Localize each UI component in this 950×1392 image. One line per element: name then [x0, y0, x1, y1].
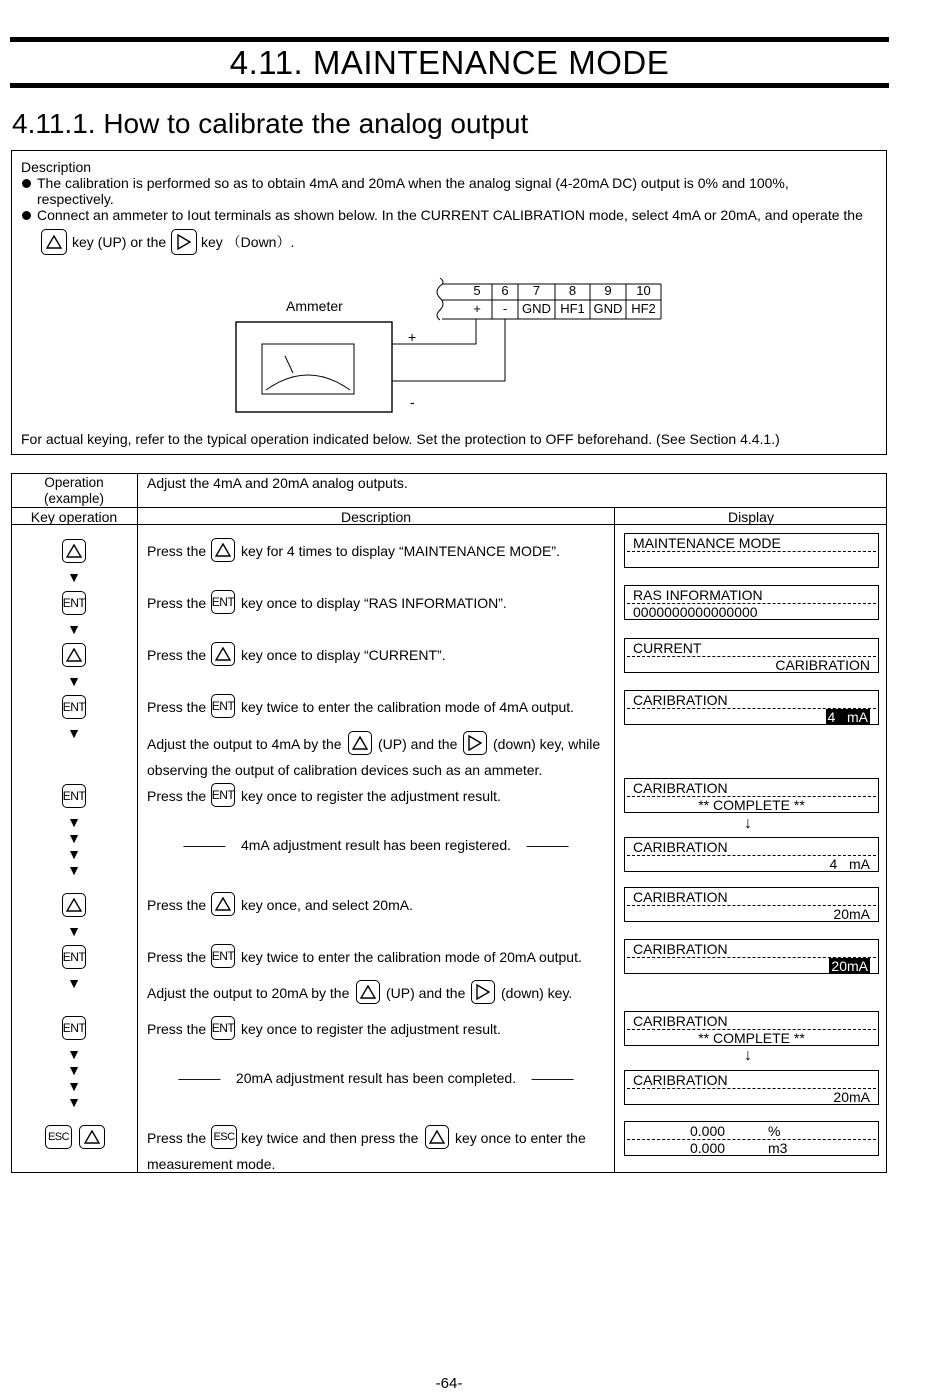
step1-pre: Press the [147, 543, 207, 559]
step-arrow-icon: ▼ [67, 846, 81, 862]
display-ras-information [624, 585, 879, 620]
display-line1: CARIBRATION [633, 889, 728, 905]
operation-text: Adjust the 4mA and 20mA analog outputs. [147, 475, 408, 491]
display-line1: MAINTENANCE MODE [633, 535, 781, 551]
description-footer: For actual keying, refer to the typical operation indicated below. Set the protection to OFF beforehand. (See Section 4.4.1.) [21, 431, 780, 447]
step2-text: key once to display “RAS INFORMATION”. [241, 595, 507, 611]
display-unit1: % [768, 1123, 781, 1139]
terminal-number: 5 [473, 283, 481, 298]
terminal-name: + [473, 301, 481, 316]
step11-text: key once to register the adjustment result. [241, 1021, 501, 1037]
display-calibration-4ma [624, 690, 879, 725]
step12-text: ——— 20mA adjustment result has been completed. ——— [178, 1070, 574, 1086]
terminal-name: - [502, 301, 508, 316]
step-arrow-icon: ▼ [67, 673, 81, 689]
display-line1: RAS INFORMATION [633, 587, 763, 603]
step-arrow-icon: ▼ [67, 1078, 81, 1094]
step6-pre: Press the [147, 788, 207, 804]
terminal-name: GND [593, 301, 623, 316]
display-measurement-mode [624, 1121, 879, 1156]
display-calibration-complete [624, 778, 879, 813]
header-rule-top [10, 37, 889, 42]
step4-text: key twice to enter the calibration mode of 4mA output. [241, 699, 575, 715]
step-arrow-icon: ▼ [67, 725, 81, 741]
bullet-dot [22, 179, 31, 188]
up-key-icon [425, 1125, 449, 1149]
up-key-icon [62, 893, 86, 917]
up-key-icon [211, 538, 235, 562]
display-line2: 0000000000000000 [633, 604, 758, 620]
right-key-icon [171, 229, 197, 255]
right-key-icon [463, 731, 487, 755]
step5-line2: observing the output of calibration devices such as an ammeter. [147, 762, 543, 778]
step4-pre: Press the [147, 699, 207, 715]
display-maintenance-mode [624, 533, 879, 568]
ent-key-icon: ENT [211, 783, 235, 807]
up-key-icon [62, 643, 86, 667]
bullet1-line1: The calibration is performed so as to obtain 4mA and 20mA when the analog signal (4-20mA DC) output is 0% and 100%, [37, 175, 789, 191]
display-line1: CARIBRATION [633, 780, 728, 796]
col-header-key: Key operation [30, 509, 118, 525]
esc-key-icon: ESC [211, 1125, 237, 1149]
minus-label: - [410, 394, 415, 410]
operation-table [11, 473, 887, 1173]
table-divider [614, 507, 615, 1173]
description-heading: Description [21, 159, 92, 175]
ent-key-icon: ENT [211, 944, 235, 968]
terminal-name: HF2 [631, 301, 656, 316]
step9-pre: Press the [147, 949, 207, 965]
bullet2-up-text: key (UP) or the [72, 234, 167, 250]
up-key-icon [211, 642, 235, 666]
display-calibration-20ma-result [624, 1070, 879, 1105]
step-arrow-icon: ▼ [67, 830, 81, 846]
ent-key-icon: ENT [62, 1016, 86, 1040]
step3-pre: Press the [147, 647, 207, 663]
up-key-icon [41, 229, 67, 255]
step7-text: ——— 4mA adjustment result has been registered. ——— [183, 837, 569, 853]
step13-line2: measurement mode. [147, 1156, 276, 1172]
page-number: -64- [435, 1375, 463, 1392]
step8-text: key once, and select 20mA. [241, 897, 413, 913]
display-unit2: m3 [768, 1140, 788, 1156]
step5-a: Adjust the output to 4mA by the [147, 736, 342, 752]
ent-key-icon: ENT [62, 591, 86, 615]
bullet2-down-text: key （Down）. [201, 234, 295, 250]
step-arrow-icon: ▼ [67, 1046, 81, 1062]
display-calibration-4ma-result [624, 837, 879, 872]
display-line1: CARIBRATION [633, 1013, 728, 1029]
col-header-display: Display [728, 509, 774, 525]
ent-key-icon: ENT [211, 1016, 235, 1040]
step-arrow-icon: ▼ [67, 621, 81, 637]
up-key-icon [348, 731, 372, 755]
ent-key-icon: ENT [211, 694, 235, 718]
col-header-description: Description [340, 509, 412, 525]
step6-text: key once to register the adjustment result. [241, 788, 501, 804]
display-calibration-20ma [624, 939, 879, 974]
terminal-name: HF1 [560, 301, 585, 316]
display-line2: 4 mA [829, 856, 870, 872]
step-arrow-icon: ▼ [67, 1094, 81, 1110]
step10-b: (UP) and the [386, 985, 466, 1001]
display-line2: CARIBRATION [775, 657, 870, 673]
bullet1-line2: respectively. [37, 191, 114, 207]
ammeter-label: Ammeter [286, 298, 343, 314]
terminal-number: 6 [501, 283, 509, 298]
step13-pre: Press the [147, 1130, 207, 1146]
up-key-icon [79, 1125, 105, 1149]
display-line2: 20mA [833, 1089, 870, 1105]
display-line1: CARIBRATION [633, 692, 728, 708]
display-line1: CARIBRATION [633, 1072, 728, 1088]
step-arrow-icon: ▼ [67, 862, 81, 878]
display-value2: 0.000 [690, 1140, 726, 1156]
step-arrow-icon: ▼ [67, 975, 81, 991]
bullet-dot [22, 211, 31, 220]
step-arrow-icon: ▼ [67, 569, 81, 585]
display-current-calibration [624, 638, 879, 673]
ent-key-icon: ENT [211, 590, 235, 614]
display-line2: ** COMPLETE ** [698, 797, 805, 813]
terminal-number: 7 [532, 283, 541, 298]
step9-text: key twice to enter the calibration mode of 20mA output. [241, 949, 582, 965]
section-title: 4.11.1. How to calibrate the analog output [12, 108, 529, 139]
display-calibration-20ma-select [624, 887, 879, 922]
step3-text: key once to display “CURRENT”. [241, 647, 446, 663]
display-line2-highlight: 4 mA [827, 709, 868, 725]
step1-text: key for 4 times to display “MAINTENANCE MODE”. [241, 543, 560, 559]
step13-mid: key twice and then press the [241, 1130, 419, 1146]
up-key-icon [356, 980, 380, 1004]
step5-b: (UP) and the [378, 736, 458, 752]
chapter-title: 4.11. MAINTENANCE MODE [229, 44, 670, 81]
display-value1: 0.000 [690, 1123, 726, 1139]
step10-c: (down) key. [501, 985, 573, 1001]
display-line1: CURRENT [633, 640, 702, 656]
bullet2-line1: Connect an ammeter to Iout terminals as shown below. In the CURRENT CALIBRATION mode, select 4mA or 20mA, and operate the [37, 207, 863, 223]
plus-label: + [408, 329, 417, 345]
step13-post: key once to enter the [455, 1130, 586, 1146]
ent-key-icon: ENT [62, 784, 86, 808]
step2-pre: Press the [147, 595, 207, 611]
table-divider [137, 473, 138, 1173]
operation-header: Operation (example) [43, 475, 105, 506]
display-line1: CARIBRATION [633, 839, 728, 855]
display-line2-highlight: 20mA [831, 958, 868, 974]
step5-c: (down) key, while [493, 736, 601, 752]
step-arrow-icon: ▼ [67, 814, 81, 830]
ent-key-icon: ENT [62, 945, 86, 969]
display-line1: CARIBRATION [633, 941, 728, 957]
right-key-icon [471, 980, 495, 1004]
terminal-number: 9 [604, 283, 612, 298]
esc-key-icon: ESC [45, 1125, 72, 1149]
terminal-name: GND [522, 301, 551, 316]
up-key-icon [62, 539, 86, 563]
display-calibration-20ma-complete [624, 1011, 879, 1046]
ent-key-icon: ENT [62, 695, 86, 719]
step-arrow-icon: ▼ [67, 923, 81, 939]
terminal-number: 8 [568, 283, 577, 298]
step-arrow-icon: ▼ [67, 1062, 81, 1078]
terminal-number: 10 [636, 283, 651, 298]
down-arrow-icon: ↓ [744, 1047, 752, 1064]
down-arrow-icon: ↓ [744, 815, 752, 832]
display-line2: 20mA [833, 906, 870, 922]
step10-a: Adjust the output to 20mA by the [147, 985, 350, 1001]
header-rule-bottom [10, 83, 889, 88]
table-divider [11, 507, 887, 508]
display-line2: ** COMPLETE ** [698, 1030, 805, 1046]
up-key-icon [211, 892, 235, 916]
step11-pre: Press the [147, 1021, 207, 1037]
step8-pre: Press the [147, 897, 207, 913]
